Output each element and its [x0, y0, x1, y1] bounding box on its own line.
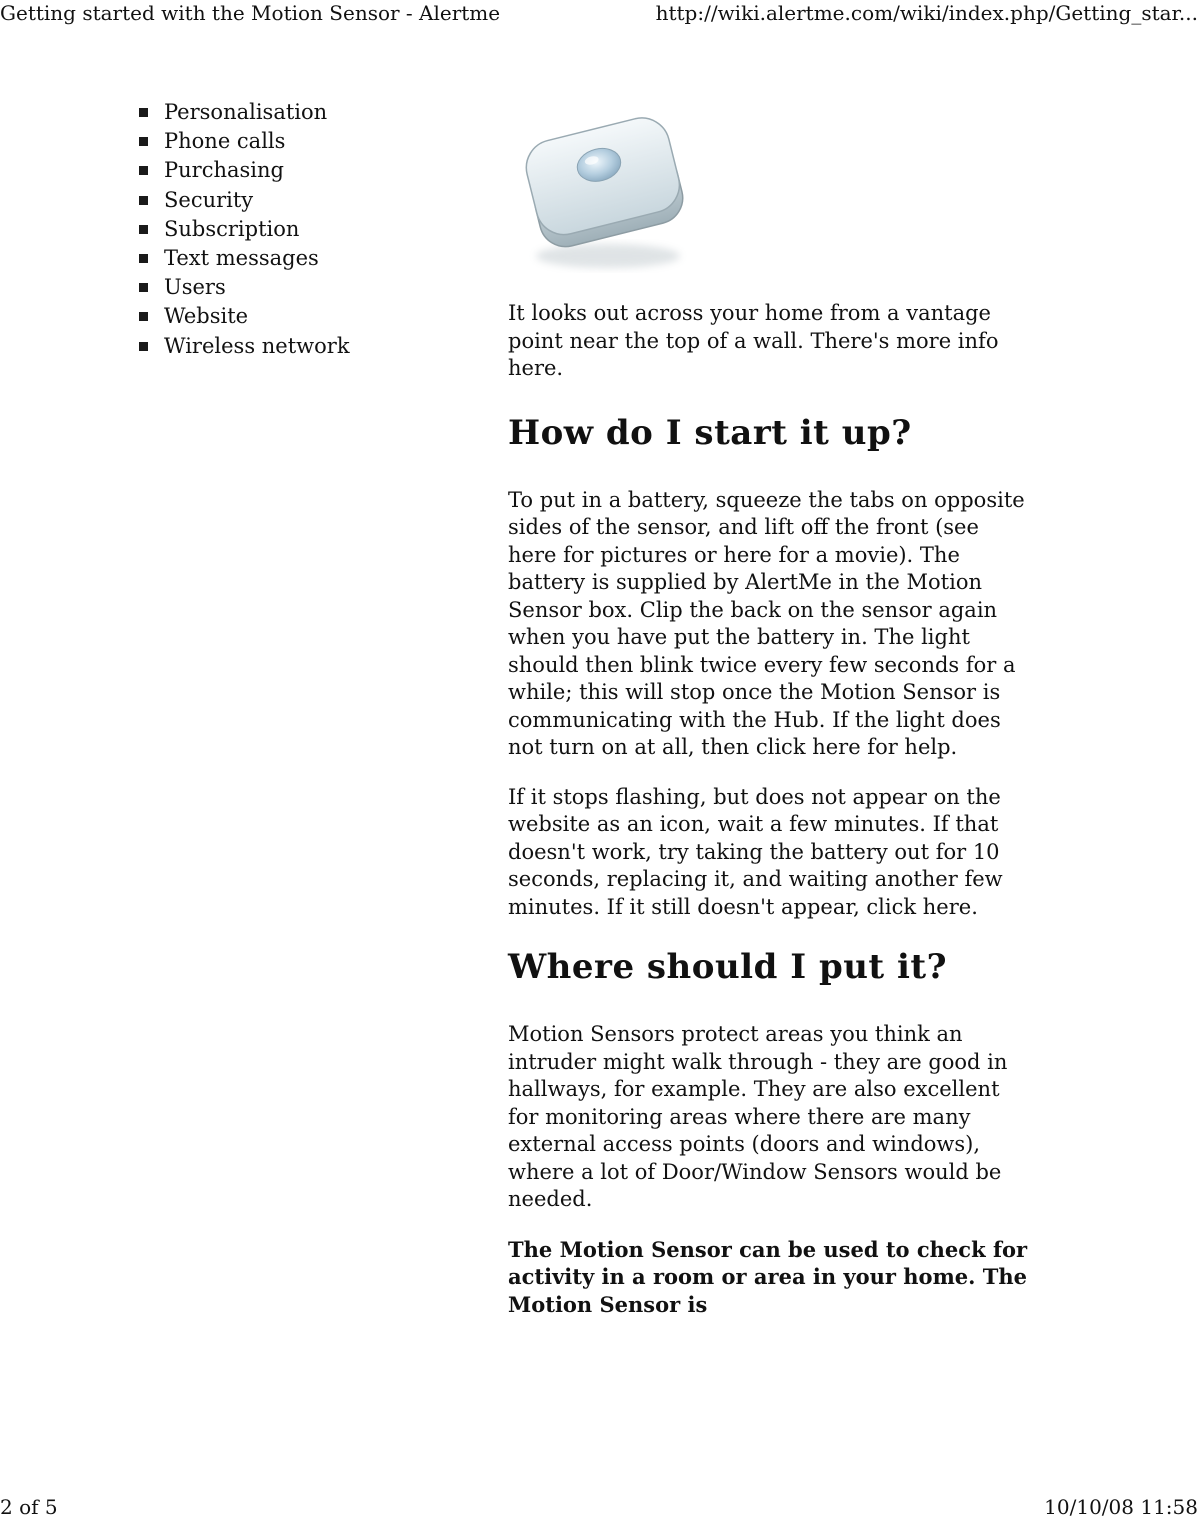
- list-item: [139, 98, 350, 127]
- where-paragraph-areas: Motion Sensors protect areas you think an intruder might walk through - they are good in hallways, for example. They are also excellent for monitoring areas where there are many external access points (doors and windows), where a lot of Door/Window Sensors would be needed.: [508, 1022, 1008, 1211]
- list-item: [139, 186, 350, 215]
- list-item: [139, 332, 350, 361]
- print-footer-datetime: 10/10/08 11:58: [1044, 1495, 1198, 1519]
- list-item: [139, 244, 350, 273]
- heading-start-it-up: How do I start it up?: [508, 412, 912, 453]
- motion-sensor-image: [516, 108, 696, 278]
- square-bullet-icon: [139, 108, 148, 117]
- square-bullet-icon: [139, 225, 148, 234]
- sidebar-item-text-messages[interactable]: Text messages: [164, 245, 319, 270]
- where-paragraph-activity: The Motion Sensor can be used to check for activity in a room or area in your home. The Motion Sensor is: [508, 1236, 1028, 1317]
- square-bullet-icon: [139, 137, 148, 146]
- square-bullet-icon: [139, 254, 148, 263]
- print-header-url: http://wiki.alertme.com/wiki/index.php/Getting_star...: [655, 1, 1198, 25]
- sidebar-item-users[interactable]: Users: [164, 275, 226, 300]
- sidebar-category-list: [139, 98, 350, 361]
- article-content: [508, 108, 1028, 1318]
- square-bullet-icon: [139, 166, 148, 175]
- intro-paragraph: It looks out across your home from a vantage point near the top of a wall. There's more info here.: [508, 301, 999, 380]
- sidebar-item-subscription[interactable]: Subscription: [164, 216, 300, 241]
- print-footer-page: 2 of 5: [0, 1495, 58, 1519]
- list-item: [139, 127, 350, 156]
- sidebar-item-website[interactable]: Website: [164, 304, 249, 329]
- list-item: [139, 215, 350, 244]
- square-bullet-icon: [139, 342, 148, 351]
- sidebar-item-purchasing[interactable]: Purchasing: [164, 158, 284, 183]
- list-item: [139, 156, 350, 185]
- sidebar-item-security[interactable]: Security: [164, 187, 254, 212]
- square-bullet-icon: [139, 196, 148, 205]
- start-paragraph-troubleshoot: If it stops flashing, but does not appear on the website as an icon, wait a few minutes. If that doesn't work, try taking the battery out for 10 seconds, replacing it, and waiting another few minutes. If it still doesn't appear, click here.: [508, 784, 1003, 919]
- list-item: [139, 273, 350, 302]
- square-bullet-icon: [139, 312, 148, 321]
- sidebar-item-wireless-network[interactable]: Wireless network: [164, 333, 350, 358]
- sidebar-item-personalisation[interactable]: Personalisation: [164, 100, 328, 124]
- sidebar-item-phone-calls[interactable]: Phone calls: [164, 129, 286, 154]
- square-bullet-icon: [139, 283, 148, 292]
- list-item: [139, 302, 350, 331]
- start-paragraph-battery: To put in a battery, squeeze the tabs on opposite sides of the sensor, and lift off the front (see here for pictures or here for a movie). The battery is supplied by AlertMe in the Motion Sensor box. Clip the back on the sensor again when you have put the battery in. The light should then blink twice every few seconds for a while; this will stop once the Motion Sensor is communicating with the Hub. If the light does not turn on at all, then click here for help.: [508, 487, 1025, 759]
- print-header-title: Getting started with the Motion Sensor - Alertme: [0, 1, 501, 25]
- heading-where-to-put: Where should I put it?: [508, 947, 948, 987]
